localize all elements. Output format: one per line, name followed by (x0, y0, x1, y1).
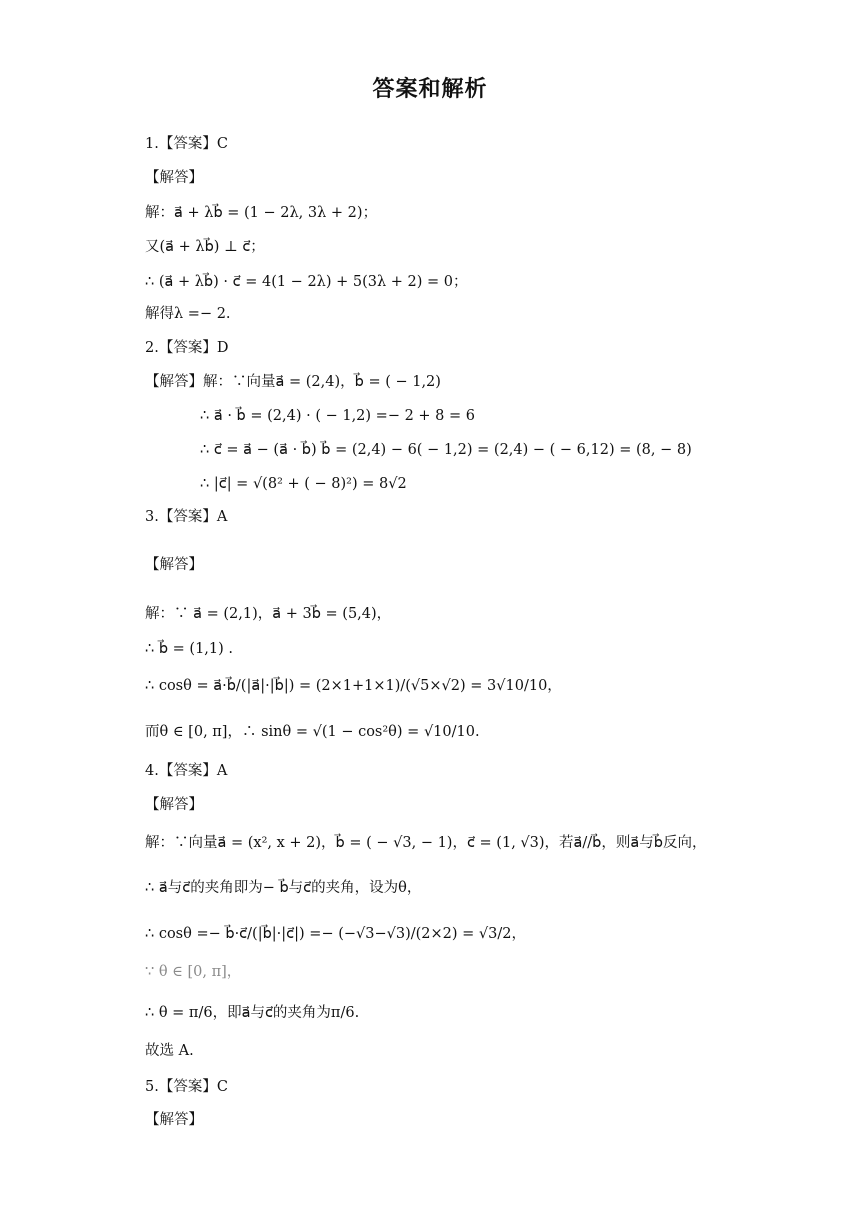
answer-line: 【解答】解：∵向量a⃗ = (2,4)，b⃗ = ( − 1,2) (145, 374, 441, 390)
answer-line: ∴ a⃗ · b⃗ = (2,4) · ( − 1,2) =− 2 + 8 = 6 (200, 408, 475, 424)
answer-line: 【解答】 (145, 170, 203, 186)
answer-line: 4.【答案】A (145, 763, 228, 779)
answer-line: ∴ |c⃗| = √(8² + ( − 8)²) = 8√2 (200, 476, 407, 492)
answer-line: 解：a⃗ + λb⃗ = (1 − 2λ, 3λ + 2)； (145, 205, 378, 221)
answer-line: 解：∵ a⃗ = (2,1)，a⃗ + 3b⃗ = (5,4)， (145, 606, 392, 622)
answer-line: ∴ θ = π/6，即a⃗与c⃗的夹角为π/6. (145, 1005, 360, 1021)
answer-line: 而θ ∈ [0, π]，∴ sinθ = √(1 − cos²θ) = √10/10. (145, 724, 480, 740)
answer-line: 3.【答案】A (145, 509, 228, 525)
answer-line: 5.【答案】C (145, 1079, 228, 1095)
answer-line: ∴ c⃗ = a⃗ − (a⃗ · b⃗) b⃗ = (2,4) − 6( − 1,2) = (2,4) − ( − 6,12) = (8, − 8) (200, 442, 692, 458)
answer-line: 解得λ =− 2. (145, 306, 231, 322)
answer-line: ∴ cosθ = a⃗·b⃗/(|a⃗|·|b⃗|) = (2×1+1×1)/(√5×√2) = 3√10/10， (145, 678, 562, 694)
answer-line: 解：∵向量a⃗ = (x², x + 2)，b⃗ = ( − √3, − 1)，c⃗ = (1, √3)，若a⃗//b⃗，则a⃗与b⃗反向， (145, 835, 707, 851)
answer-line: 1.【答案】C (145, 136, 228, 152)
answer-line: 【解答】 (145, 557, 203, 573)
answer-line: 故选 A. (145, 1043, 194, 1059)
answer-line: ∴ b⃗ = (1,1) . (145, 641, 233, 657)
page-title: 答案和解析 (372, 77, 488, 102)
answer-line: ∴ cosθ =− b⃗·c⃗/(|b⃗|·|c⃗|) =− (−√3−√3)/(2×2) = √3/2， (145, 926, 526, 942)
answer-line: ∵ θ ∈ [0, π]， (145, 964, 242, 980)
answer-line: 又(a⃗ + λb⃗) ⊥ c⃗； (145, 239, 265, 255)
answer-line: 2.【答案】D (145, 340, 229, 356)
answer-line: ∴ a⃗与c⃗的夹角即为− b⃗与c⃗的夹角，设为θ， (145, 880, 422, 896)
answer-line: ∴ (a⃗ + λb⃗) · c⃗ = 4(1 − 2λ) + 5(3λ + 2) = 0； (145, 274, 468, 290)
answer-line: 【解答】 (145, 1112, 203, 1128)
answer-line: 【解答】 (145, 797, 203, 813)
